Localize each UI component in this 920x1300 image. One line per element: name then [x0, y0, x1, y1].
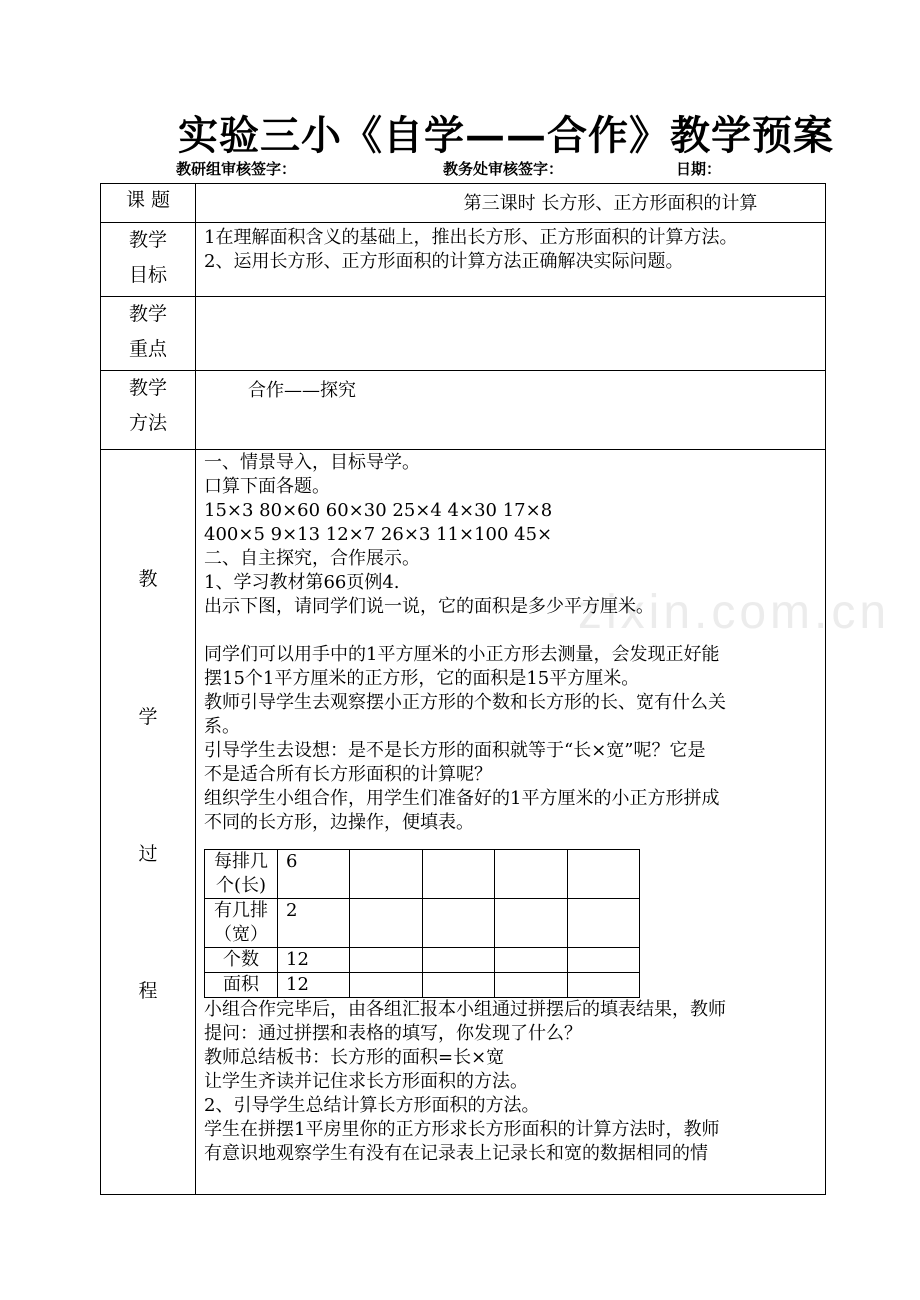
fill-table-cell: [350, 899, 422, 948]
fill-table-cell: [422, 899, 494, 948]
fill-table-cell: [422, 973, 494, 998]
key-points-row: [101, 297, 826, 371]
process-line: 小组合作完毕后，由各组汇报本小组通过拼摆后的填表结果，教师: [204, 999, 726, 1020]
date-label: 日期：: [676, 160, 722, 178]
method-value: 合作——探究: [196, 371, 826, 450]
fill-table-cell: [350, 973, 422, 998]
fill-table-cell: [422, 948, 494, 973]
process-line: 让学生齐读并记住求长方形面积的方法。: [204, 1071, 528, 1092]
fill-table-cell: [495, 850, 567, 899]
process-line: 一、情景导入，目标导学。: [204, 452, 420, 473]
row-label-line: 有几排: [214, 900, 268, 921]
goal-content: [196, 223, 826, 297]
fill-in-table: [204, 849, 640, 998]
fill-table-row: [205, 973, 640, 998]
fill-table-cell: 12: [278, 973, 350, 998]
fill-table-cell: 12: [278, 948, 350, 973]
goal-label-line-1: 教学: [128, 229, 167, 251]
group-signature-label: 教研组审核签字：: [176, 160, 297, 178]
process-label-char: 过: [138, 843, 158, 865]
process-line: 1、学习教材第66页例4.: [204, 572, 400, 593]
process-line: 摆15个1平方厘米的正方形，它的面积是15平方厘米。: [204, 668, 640, 689]
process-label-char: 学: [138, 706, 158, 728]
process-label-char: 程: [138, 980, 158, 1002]
process-line: 15×3 80×60 60×30 25×4 4×30 17×8: [204, 500, 553, 521]
fill-table-cell: 2: [278, 899, 350, 948]
lesson-plan-table: [100, 183, 826, 1195]
process-line: 有意识地观察学生有没有在记录表上记录长和宽的数据相同的情: [204, 1143, 708, 1164]
fill-table-row-label: 面积: [205, 973, 278, 998]
fill-table-cell: [495, 973, 567, 998]
fill-table-cell: [567, 948, 639, 973]
goal-line: 2、运用长方形、正方形面积的计算方法正确解决实际问题。: [204, 251, 684, 272]
topic-row: [101, 184, 826, 223]
method-label-line-1: 教学: [128, 377, 167, 399]
fill-table-cell: [495, 899, 567, 948]
fill-table-row: [205, 948, 640, 973]
process-label-char: 教: [138, 568, 158, 590]
goal-line: 1在理解面积含义的基础上，推出长方形、正方形面积的计算方法。: [204, 227, 738, 248]
process-line: 不是适合所有长方形面积的计算呢？: [204, 764, 492, 785]
fill-table-cell: [567, 899, 639, 948]
fill-table-cell: [422, 850, 494, 899]
goal-row: [101, 223, 826, 297]
process-line: 400×5 9×13 12×7 26×3 11×100 45×: [204, 524, 553, 545]
process-line: 提问：通过拼摆和表格的填写，你发现了什么？: [204, 1023, 582, 1044]
process-line: 教师引导学生去观察摆小正方形的个数和长方形的长、宽有什么关: [204, 692, 726, 713]
process-line: 口算下面各题。: [204, 476, 330, 497]
key-points-label: [101, 297, 196, 371]
blank-line: [204, 619, 821, 643]
method-label-line-2: 方法: [128, 412, 167, 434]
process-line: 不同的长方形，边操作，便填表。: [204, 812, 474, 833]
process-line: 引导学生去设想：是不是长方形的面积就等于“长×宽”呢？它是: [204, 740, 706, 761]
fill-table-row-label: [205, 850, 278, 899]
process-content: [196, 450, 826, 1195]
process-line: 2、引导学生总结计算长方形面积的方法。: [204, 1095, 540, 1116]
process-line: 系。: [204, 716, 240, 737]
process-line: 出示下图，请同学们说一说，它的面积是多少平方厘米。: [204, 596, 654, 617]
process-line: 组织学生小组合作，用学生们准备好的1平方厘米的小正方形拼成: [204, 788, 720, 809]
watermark: zixin.com.cn: [578, 586, 891, 639]
fill-table-cell: [567, 973, 639, 998]
fill-table-cell: [495, 948, 567, 973]
page-title: 实验三小《自学——合作》教学预案: [178, 112, 834, 159]
fill-table-row-label: [205, 899, 278, 948]
fill-table-row: [205, 850, 640, 899]
key-label-line-2: 重点: [128, 338, 167, 360]
key-points-content: [196, 297, 826, 371]
process-line: 学生在拼摆1平房里你的正方形求长方形面积的计算方法时，教师: [204, 1119, 720, 1140]
fill-table-cell: [350, 850, 422, 899]
method-row: [101, 371, 826, 450]
row-label-line: 每排几: [214, 851, 268, 872]
fill-table-cell: 6: [278, 850, 350, 899]
goal-label: [101, 223, 196, 297]
process-line: 二、自主探究，合作展示。: [204, 548, 420, 569]
fill-table-cell: [350, 948, 422, 973]
topic-label: 课 题: [101, 184, 196, 223]
fill-table-cell: [567, 850, 639, 899]
method-label: [101, 371, 196, 450]
fill-table-row-label: 个数: [205, 948, 278, 973]
row-label-line: （宽）: [214, 924, 268, 945]
row-label-line: 个(长): [215, 875, 267, 896]
office-signature-label: 教务处审核签字：: [443, 160, 564, 178]
process-row: [101, 450, 826, 1195]
process-line: 同学们可以用手中的1平方厘米的小正方形去测量，会发现正好能: [204, 644, 720, 665]
process-label: [101, 450, 196, 1195]
process-line: 教师总结板书：长方形的面积=长×宽: [204, 1047, 505, 1068]
fill-table-row: [205, 899, 640, 948]
goal-label-line-2: 目标: [128, 264, 167, 286]
topic-value: 第三课时 长方形、正方形面积的计算: [196, 184, 826, 223]
key-label-line-1: 教学: [128, 303, 167, 325]
